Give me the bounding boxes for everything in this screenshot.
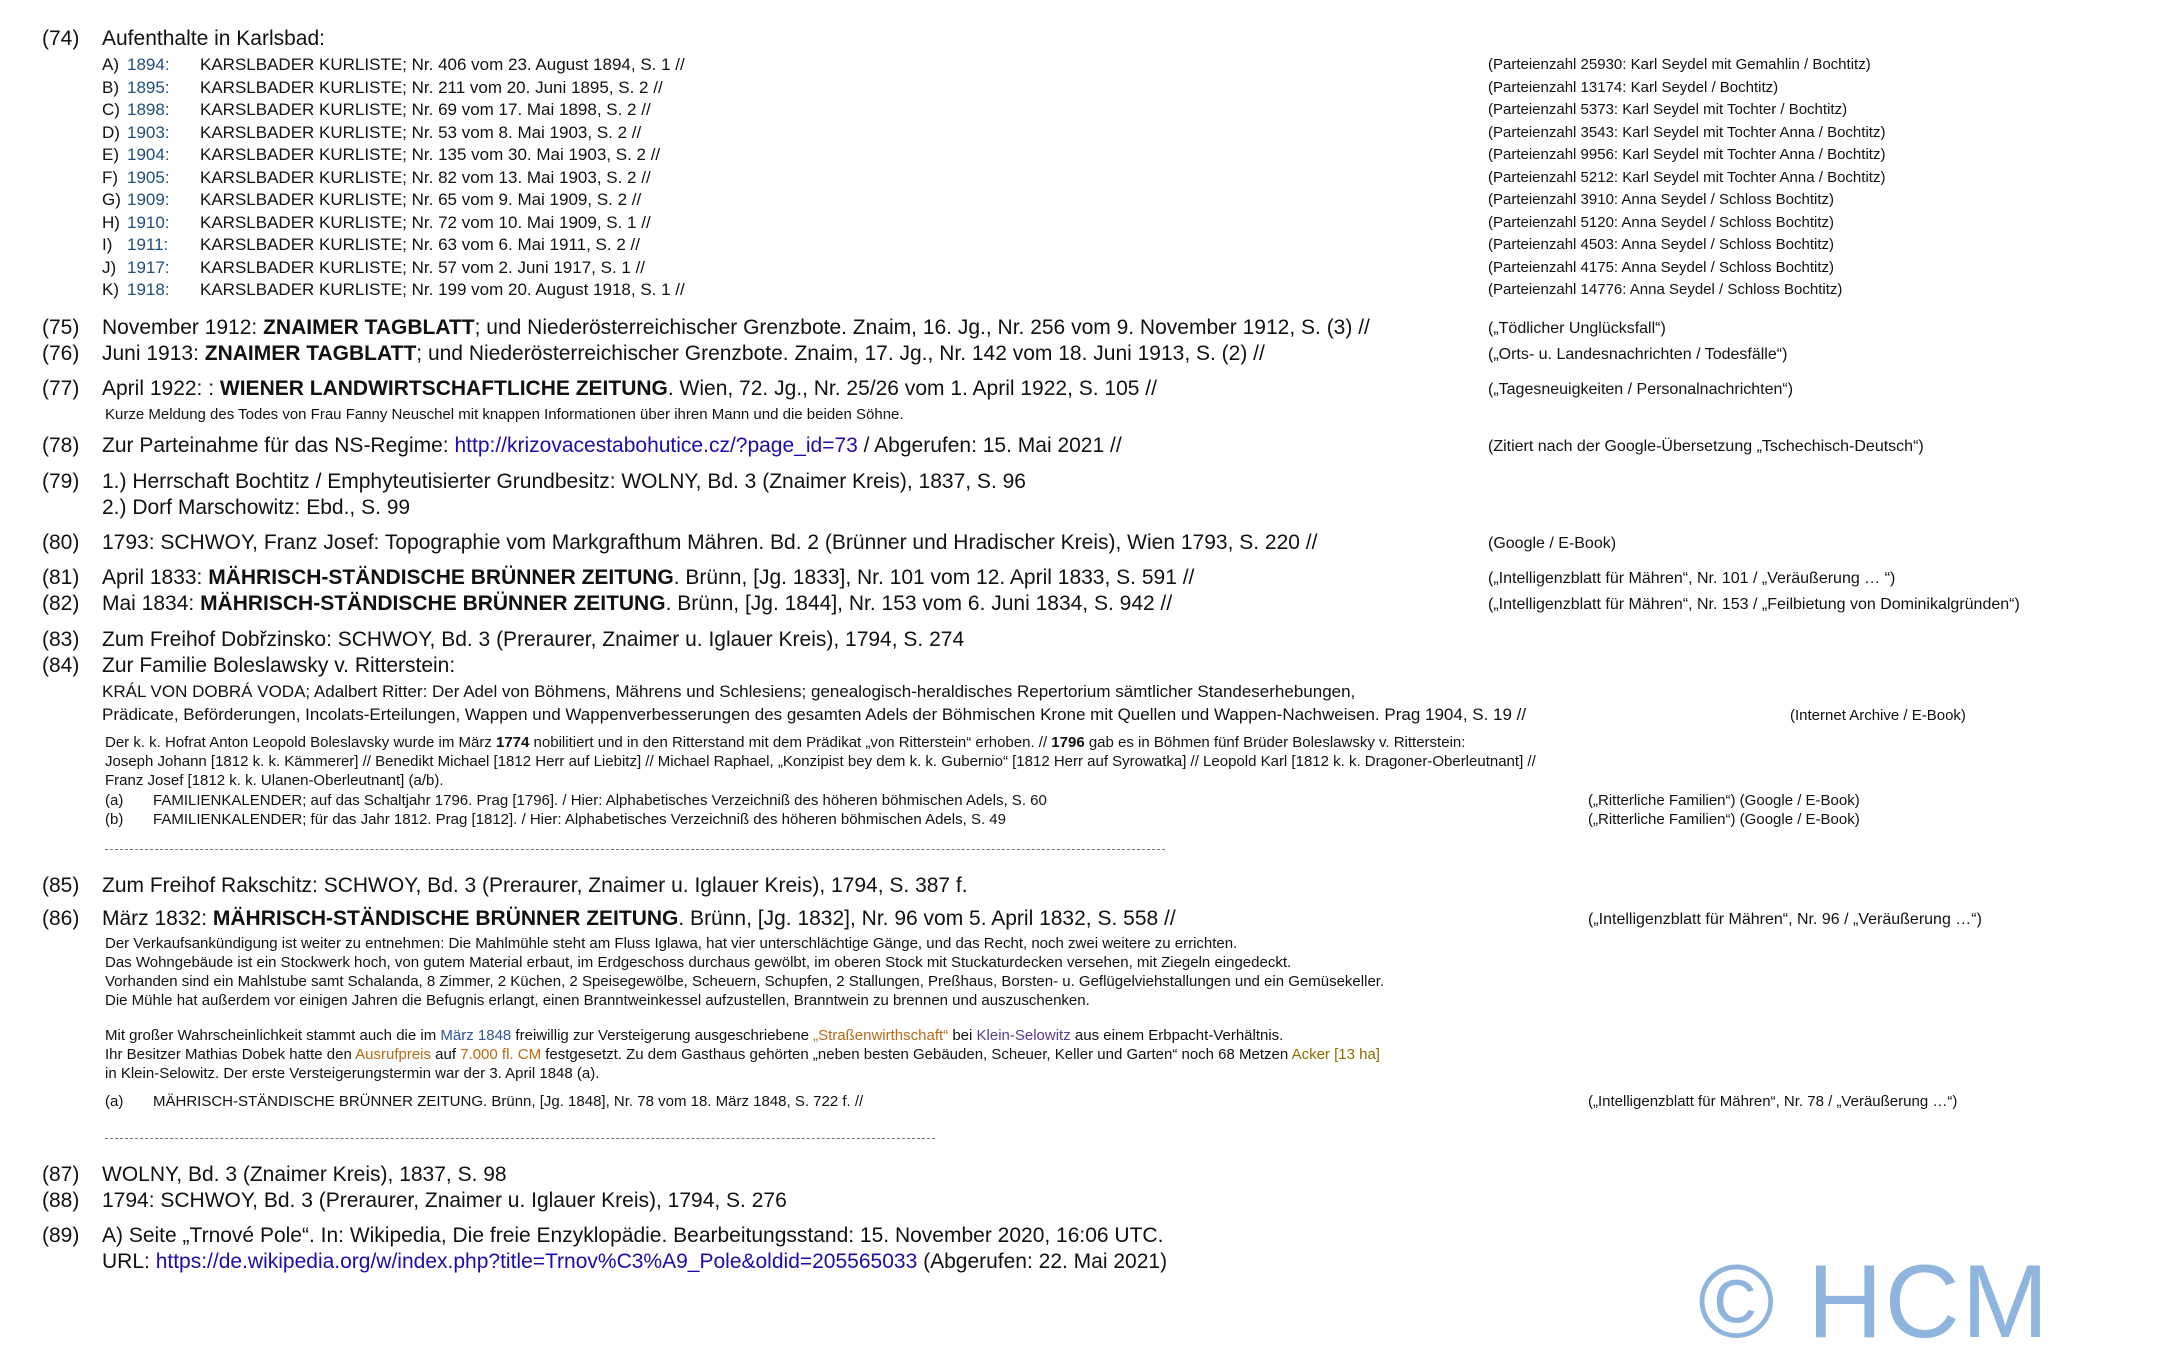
note-remark: („Intelligenzblatt für Mähren“, Nr. 153 / „Feilbietung von Dominikalgründen“): [1488, 596, 2020, 613]
entry-year: 1910:: [127, 213, 170, 232]
note-remark: (Google / E-Book): [1488, 535, 1617, 552]
note-number: (78): [42, 434, 80, 457]
entry-letter: B): [102, 78, 119, 97]
entry-remark: (Parteienzahl 13174: Karl Seydel / Bochtitz): [1488, 79, 1779, 96]
note-comment: in Klein-Selowitz. Der erste Versteigerungstermin war der 3. April 1848 (a).: [105, 1065, 600, 1082]
entry-year: 1895:: [127, 78, 170, 97]
note-number: (85): [42, 874, 80, 897]
note-citation: WOLNY, Bd. 3 (Znaimer Kreis), 1837, S. 98: [102, 1163, 507, 1186]
entry-letter: D): [102, 123, 120, 142]
note-comment: Der k. k. Hofrat Anton Leopold Boleslavsky wurde im März 1774 nobilitiert und in den Ritterstand mit dem Prädikat „von Ritterstein“ erhoben. // 1796 gab es in Böhmen fünf Brüder Boleslawsky v. Ritterstein:: [105, 734, 1466, 751]
entry-remark: (Parteienzahl 5212: Karl Seydel mit Tochter Anna / Bochtitz): [1488, 169, 1886, 186]
note-citation: Zum Freihof Rakschitz: SCHWOY, Bd. 3 (Preraurer, Znaimer u. Iglauer Kreis), 1794, S. 387 f.: [102, 874, 968, 897]
entry-remark: (Parteienzahl 9956: Karl Seydel mit Tochter Anna / Bochtitz): [1488, 146, 1886, 163]
entry-year: 1904:: [127, 145, 170, 164]
entry-citation: KARSLBADER KURLISTE; Nr. 82 vom 13. Mai 1903, S. 2 //: [200, 168, 651, 187]
entry-year: 1911:: [127, 235, 169, 254]
note-number: (87): [42, 1163, 80, 1186]
entry-remark: (Parteienzahl 3910: Anna Seydel / Schloss Bochtitz): [1488, 191, 1835, 208]
note-comment: Kurze Meldung des Todes von Frau Fanny Neuschel mit knappen Informationen über ihren Mann und die beiden Söhne.: [105, 406, 904, 423]
note-citation: April 1922: : WIENER LANDWIRTSCHAFTLICHE ZEITUNG. Wien, 72. Jg., Nr. 25/26 vom 1. April 1922, S. 105 //: [102, 377, 1157, 400]
wikipedia-link[interactable]: https://de.wikipedia.org/w/index.php?title=Trnov%C3%A9_Pole&oldid=205565033: [155, 1250, 918, 1273]
entry-remark: (Parteienzahl 4503: Anna Seydel / Schloss Bochtitz): [1488, 236, 1835, 253]
note-citation: Zum Freihof Dobřzinsko: SCHWOY, Bd. 3 (Preraurer, Znaimer u. Iglauer Kreis), 1794, S. 274: [102, 628, 965, 651]
note-remark: („Orts- u. Landesnachrichten / Todesfälle“): [1488, 346, 1788, 363]
note-remark: („Tagesneuigkeiten / Personalnachrichten“): [1488, 381, 1794, 398]
reference-text: FAMILIENKALENDER; für das Jahr 1812. Prag [1812]. / Hier: Alphabetisches Verzeichniß des höheren böhmischen Adels, S. 49: [153, 811, 1006, 828]
entry-year: 1918:: [127, 280, 170, 299]
entry-letter: F): [102, 168, 119, 187]
note-number: (86): [42, 907, 80, 930]
source-link[interactable]: http://krizovacestabohutice.cz/?page_id=73: [454, 434, 858, 457]
entry-remark: (Parteienzahl 5120: Anna Seydel / Schloss Bochtitz): [1488, 214, 1835, 231]
entry-citation: KARSLBADER KURLISTE; Nr. 63 vom 6. Mai 1911, S. 2 //: [200, 235, 640, 254]
note-number: (84): [42, 654, 80, 677]
entry-year: 1909:: [127, 190, 170, 209]
note-number: (81): [42, 566, 80, 589]
note-comment: Vorhanden sind ein Mahlstube samt Schalanda, 8 Zimmer, 2 Küchen, 2 Speisegewölbe, Scheuern, Schupfen, 2 Stallungen, Preßhaus, Borsten- u. Geflügelviehstallungen und ein Gemüsekeller.: [105, 973, 1385, 990]
entry-year: 1905:: [127, 168, 170, 187]
entry-remark: (Parteienzahl 3543: Karl Seydel mit Tochter Anna / Bochtitz): [1488, 124, 1886, 141]
entry-citation: KARSLBADER KURLISTE; Nr. 406 vom 23. August 1894, S. 1 //: [200, 55, 685, 74]
entry-year: 1894:: [127, 55, 170, 74]
note-citation: 1794: SCHWOY, Bd. 3 (Preraurer, Znaimer u. Iglauer Kreis), 1794, S. 276: [102, 1189, 787, 1212]
reference-label: (b): [105, 811, 124, 828]
entry-remark: (Parteienzahl 25930: Karl Seydel mit Gemahlin / Bochtitz): [1488, 56, 1871, 73]
reference-remark: („Ritterliche Familien“) (Google / E-Book): [1588, 792, 1860, 809]
note-citation: Mai 1834: MÄHRISCH-STÄNDISCHE BRÜNNER ZEITUNG. Brünn, [Jg. 1844], Nr. 153 vom 6. Juni 1834, S. 942 //: [102, 592, 1173, 615]
note-citation: 1.) Herrschaft Bochtitz / Emphyteutisierter Grundbesitz: WOLNY, Bd. 3 (Znaimer Kreis), 1837, S. 96: [102, 470, 1026, 493]
note-remark: („Tödlicher Unglücksfall“): [1488, 320, 1666, 337]
note-citation: A) Seite „Trnové Pole“. In: Wikipedia, Die freie Enzyklopädie. Bearbeitungsstand: 15. November 2020, 16:06 UTC.: [102, 1224, 1164, 1247]
entry-citation: KARSLBADER KURLISTE; Nr. 199 vom 20. August 1918, S. 1 //: [200, 280, 685, 299]
note-remark: („Intelligenzblatt für Mähren“, Nr. 101 / „Veräußerung … “): [1488, 570, 1896, 587]
entry-year: 1898:: [127, 100, 170, 119]
note-citation: Prädicate, Beförderungen, Incolats-Erteilungen, Wappen und Wappenverbesserungen des gesamten Adels der Böhmischen Krone mit Quellen und Wappen-Nachweisen. Prag 1904, S. 19 //: [102, 705, 1527, 724]
entry-letter: A): [102, 55, 119, 74]
note-heading: Aufenthalte in Karlsbad:: [102, 27, 325, 50]
entry-citation: KARSLBADER KURLISTE; Nr. 69 vom 17. Mai 1898, S. 2 //: [200, 100, 651, 119]
entry-remark: (Parteienzahl 5373: Karl Seydel mit Tochter / Bochtitz): [1488, 101, 1848, 118]
entry-letter: H): [102, 213, 120, 232]
reference-label: (a): [105, 792, 124, 809]
entry-citation: KARSLBADER KURLISTE; Nr. 57 vom 2. Juni 1917, S. 1 //: [200, 258, 646, 277]
reference-text: MÄHRISCH-STÄNDISCHE BRÜNNER ZEITUNG. Brünn, [Jg. 1848], Nr. 78 vom 18. März 1848, S. 722 f. //: [153, 1093, 864, 1110]
entry-letter: K): [102, 280, 119, 299]
separator: [105, 1138, 935, 1139]
note-citation: März 1832: MÄHRISCH-STÄNDISCHE BRÜNNER ZEITUNG. Brünn, [Jg. 1832], Nr. 96 vom 5. April 1832, S. 558 //: [102, 907, 1176, 930]
reference-text: FAMILIENKALENDER; auf das Schaltjahr 1796. Prag [1796]. / Hier: Alphabetisches Verzeichniß des höheren böhmischen Adels, S. 60: [153, 792, 1047, 809]
note-comment: Der Verkaufsankündigung ist weiter zu entnehmen: Die Mahlmühle steht am Fluss Iglawa, hat vier unterschlächtige Gänge, und das Recht, noch zwei weitere zu errichten.: [105, 935, 1238, 952]
entry-citation: KARSLBADER KURLISTE; Nr. 211 vom 20. Juni 1895, S. 2 //: [200, 78, 663, 97]
note-number: (80): [42, 531, 80, 554]
note-remark: (Zitiert nach der Google-Übersetzung „Tschechisch-Deutsch“): [1488, 438, 1924, 455]
entry-citation: KARSLBADER KURLISTE; Nr. 135 vom 30. Mai 1903, S. 2 //: [200, 145, 661, 164]
note-heading: Zur Familie Boleslawsky v. Ritterstein:: [102, 654, 456, 677]
note-citation: Zur Parteinahme für das NS-Regime: http://krizovacestabohutice.cz/?page_id=73 / Abgerufen: 15. Mai 2021 //: [102, 434, 1122, 457]
entry-letter: I): [102, 235, 113, 254]
note-citation: 1793: SCHWOY, Franz Josef: Topographie vom Markgrafthum Mähren. Bd. 2 (Brünner und Hradischer Kreis), Wien 1793, S. 220 //: [102, 531, 1318, 554]
note-comment: Die Mühle hat außerdem vor einigen Jahren die Befugnis erlangt, einen Branntweinkessel aufzustellen, Branntwein zu brennen und auszuschenken.: [105, 992, 1090, 1009]
note-number: (79): [42, 470, 80, 493]
note-number: (75): [42, 316, 80, 339]
reference-label: (a): [105, 1093, 124, 1110]
entry-letter: E): [102, 145, 119, 164]
note-number: (89): [42, 1224, 80, 1247]
entry-citation: KARSLBADER KURLISTE; Nr. 72 vom 10. Mai 1909, S. 1 //: [200, 213, 651, 232]
note-remark: („Intelligenzblatt für Mähren“, Nr. 96 / „Veräußerung …“): [1588, 911, 1982, 928]
note-comment: Franz Josef [1812 k. k. Ulanen-Oberleutnant] (a/b).: [105, 772, 444, 789]
note-number: (82): [42, 592, 80, 615]
note-citation: Juni 1913: ZNAIMER TAGBLATT; und Niederösterreichischer Grenzbote. Znaim, 17. Jg., Nr. 142 vom 18. Juni 1913, S. (2) //: [102, 342, 1265, 365]
note-number: (88): [42, 1189, 80, 1212]
entry-letter: C): [102, 100, 120, 119]
entry-citation: KARSLBADER KURLISTE; Nr. 65 vom 9. Mai 1909, S. 2 //: [200, 190, 642, 209]
entry-letter: J): [102, 258, 117, 277]
note-comment: Joseph Johann [1812 k. k. Kämmerer] // Benedikt Michael [1812 Herr auf Liebitz] // Michael Raphael, „Konzipist bey dem k. k. Gubernio“ [1812 Herr auf Syrowatka] // Leopold Karl [1812 k. k. Dragoner-Oberleutnant] //: [105, 753, 1536, 770]
note-citation: 2.) Dorf Marschowitz: Ebd., S. 99: [102, 496, 411, 519]
note-comment: Das Wohngebäude ist ein Stockwerk hoch, von gutem Material erbaut, im Erdgeschoss durchaus gewölbt, im oberen Stock mit Stuckaturdecken versehen, mit Ziegeln eingedeckt.: [105, 954, 1292, 971]
entry-year: 1903:: [127, 123, 170, 142]
copyright-watermark: © HCM: [1698, 1244, 2051, 1360]
note-number: (76): [42, 342, 80, 365]
entry-year: 1917:: [127, 258, 170, 277]
reference-remark: („Intelligenzblatt für Mähren“, Nr. 78 / „Veräußerung …“): [1588, 1093, 1958, 1110]
note-remark: (Internet Archive / E-Book): [1790, 707, 1966, 724]
separator: [105, 849, 1165, 850]
note-citation: April 1833: MÄHRISCH-STÄNDISCHE BRÜNNER ZEITUNG. Brünn, [Jg. 1833], Nr. 101 vom 12. April 1833, S. 591 //: [102, 566, 1195, 589]
entry-remark: (Parteienzahl 4175: Anna Seydel / Schloss Bochtitz): [1488, 259, 1835, 276]
reference-remark: („Ritterliche Familien“) (Google / E-Book): [1588, 811, 1860, 828]
note-number: (83): [42, 628, 80, 651]
entry-letter: G): [102, 190, 121, 209]
note-comment: Mit großer Wahrscheinlichkeit stammt auch die im März 1848 freiwillig zur Versteigerung ausgeschriebene „Straßenwirthschaft“ bei Klein-Selowitz aus einem Erbpacht-Verhältnis.: [105, 1027, 1284, 1044]
entry-citation: KARSLBADER KURLISTE; Nr. 53 vom 8. Mai 1903, S. 2 //: [200, 123, 642, 142]
entry-remark: (Parteienzahl 14776: Anna Seydel / Schloss Bochtitz): [1488, 281, 1843, 298]
note-citation: URL: https://de.wikipedia.org/w/index.php?title=Trnov%C3%A9_Pole&oldid=205565033 (Abgerufen: 22. Mai 2021): [102, 1250, 1168, 1273]
note-number: (77): [42, 377, 80, 400]
note-citation: KRÁL VON DOBRÁ VODA; Adalbert Ritter: Der Adel von Böhmens, Mährens und Schlesiens; genealogisch-heraldisches Repertorium sämtlicher Standeserhebungen,: [102, 682, 1356, 701]
note-citation: November 1912: ZNAIMER TAGBLATT; und Niederösterreichischer Grenzbote. Znaim, 16. Jg., Nr. 256 vom 9. November 1912, S. (3) //: [102, 316, 1370, 339]
note-number: (74): [42, 27, 80, 50]
note-comment: Ihr Besitzer Mathias Dobek hatte den Ausrufpreis auf 7.000 fl. CM festgesetzt. Zu dem Gasthaus gehörten „neben besten Gebäuden, Scheuer, Keller und Garten“ noch 68 Metzen Acker [13 ha]: [105, 1046, 1380, 1063]
